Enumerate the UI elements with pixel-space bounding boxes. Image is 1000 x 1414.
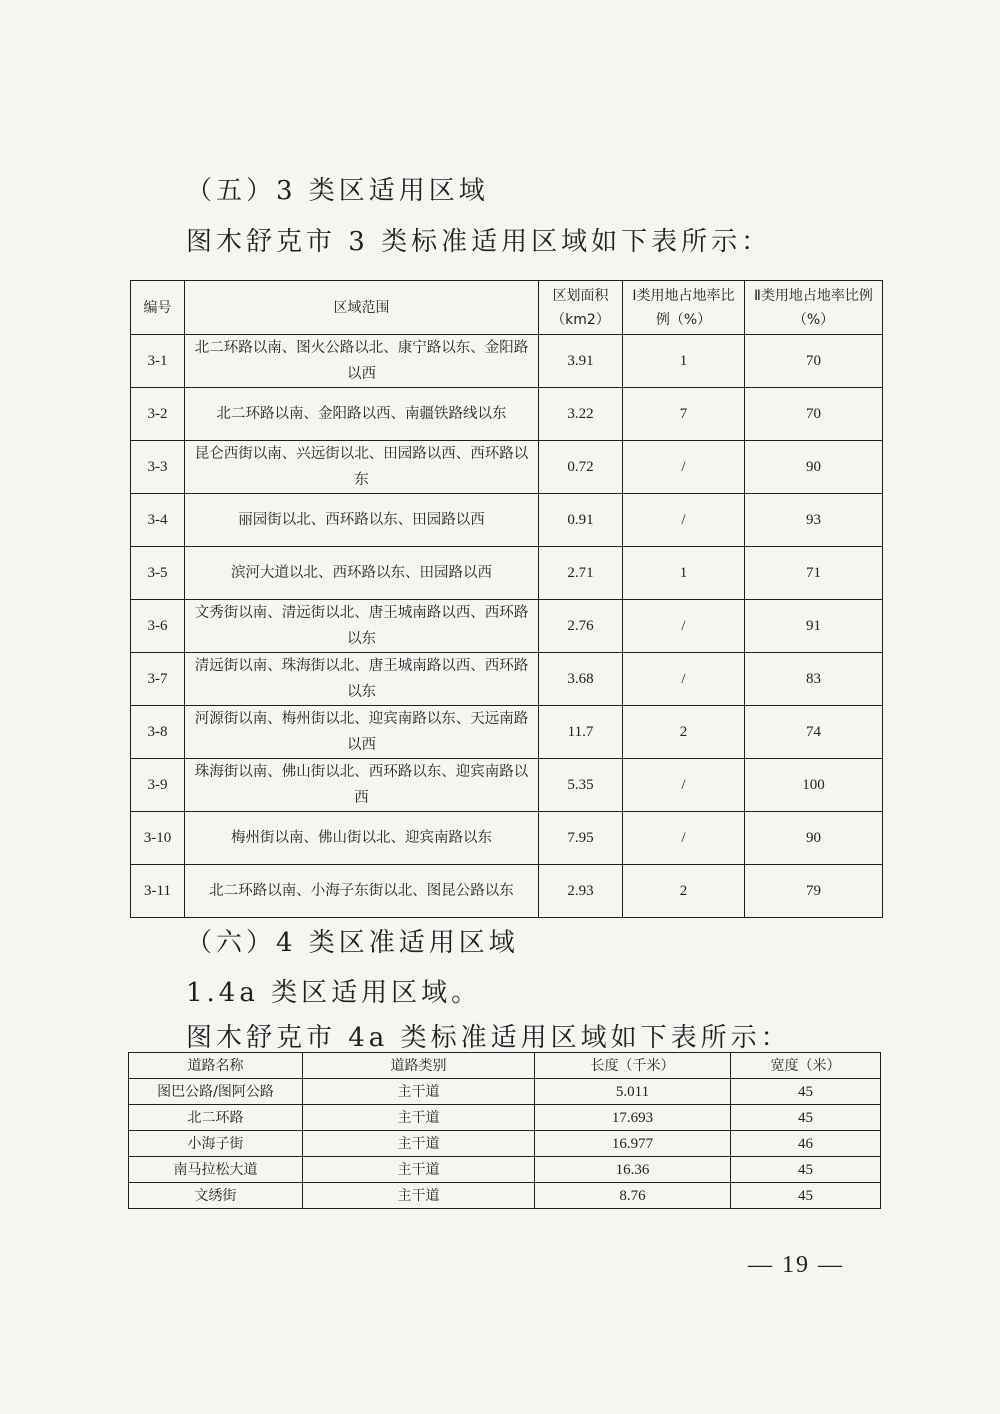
header-area: 区划面积（km2） [539, 281, 623, 335]
cell-class2: 100 [745, 759, 883, 812]
section-5-intro: 图木舒克市 3 类标准适用区域如下表所示： [186, 227, 772, 257]
cell-id: 3-6 [131, 600, 185, 653]
cell-area: 2.76 [539, 600, 623, 653]
cell-class1: / [623, 812, 745, 865]
cell-class2: 70 [745, 388, 883, 441]
table-row [131, 335, 883, 388]
cell-width: 45 [731, 1157, 881, 1183]
header-road-name: 道路名称 [129, 1053, 303, 1079]
table-header-row [129, 1053, 881, 1079]
cell-type: 主干道 [303, 1105, 535, 1131]
cell-class2: 79 [745, 865, 883, 918]
cell-width: 45 [731, 1079, 881, 1105]
cell-name: 南马拉松大道 [129, 1157, 303, 1183]
table-header-row [131, 281, 883, 335]
cell-class1: 7 [623, 388, 745, 441]
cell-range: 清远街以南、珠海街以北、唐王城南路以西、西环路以东 [185, 653, 539, 706]
cell-class1: / [623, 653, 745, 706]
cell-width: 46 [731, 1131, 881, 1157]
cell-id: 3-2 [131, 388, 185, 441]
cell-class1: / [623, 494, 745, 547]
cell-id: 3-10 [131, 812, 185, 865]
cell-id: 3-11 [131, 865, 185, 918]
cell-class2: 91 [745, 600, 883, 653]
table-row [131, 388, 883, 441]
cell-id: 3-1 [131, 335, 185, 388]
cell-class2: 90 [745, 812, 883, 865]
cell-name: 北二环路 [129, 1105, 303, 1131]
cell-class1: / [623, 600, 745, 653]
header-class2: Ⅱ类用地占地率比例（%） [745, 281, 883, 335]
cell-area: 2.93 [539, 865, 623, 918]
table-row [129, 1157, 881, 1183]
cell-length: 16.36 [535, 1157, 731, 1183]
cell-class1: 2 [623, 706, 745, 759]
cell-area: 5.35 [539, 759, 623, 812]
cell-class1: 2 [623, 865, 745, 918]
cell-class2: 93 [745, 494, 883, 547]
cell-class2: 83 [745, 653, 883, 706]
table-row [131, 706, 883, 759]
table-row [131, 759, 883, 812]
cell-area: 0.72 [539, 441, 623, 494]
cell-class2: 74 [745, 706, 883, 759]
header-road-type: 道路类别 [303, 1053, 535, 1079]
cell-area: 0.91 [539, 494, 623, 547]
cell-area: 3.68 [539, 653, 623, 706]
cell-length: 5.011 [535, 1079, 731, 1105]
cell-type: 主干道 [303, 1183, 535, 1209]
cell-name: 小海子街 [129, 1131, 303, 1157]
cell-range: 北二环路以南、金阳路以西、南疆铁路线以东 [185, 388, 539, 441]
table-row [129, 1105, 881, 1131]
table-row [131, 494, 883, 547]
cell-id: 3-9 [131, 759, 185, 812]
cell-range: 北二环路以南、小海子东街以北、图昆公路以东 [185, 865, 539, 918]
cell-range: 滨河大道以北、西环路以东、田园路以西 [185, 547, 539, 600]
table-row [131, 653, 883, 706]
section-5-heading: （五）3 类区适用区域 [186, 176, 489, 206]
cell-width: 45 [731, 1183, 881, 1209]
cell-range: 珠海街以南、佛山街以北、西环路以东、迎宾南路以西 [185, 759, 539, 812]
page-number: — 19 — [748, 1252, 844, 1278]
cell-class1: 1 [623, 335, 745, 388]
header-range: 区域范围 [185, 281, 539, 335]
table-row [129, 1183, 881, 1209]
table-row [129, 1079, 881, 1105]
header-class1: Ⅰ类用地占地率比例（%） [623, 281, 745, 335]
header-id: 编号 [131, 281, 185, 335]
cell-range: 昆仑西街以南、兴远街以北、田园路以西、西环路以东 [185, 441, 539, 494]
cell-class2: 70 [745, 335, 883, 388]
cell-range: 北二环路以南、图火公路以北、康宁路以东、金阳路以西 [185, 335, 539, 388]
cell-range: 丽园街以北、西环路以东、田园路以西 [185, 494, 539, 547]
table-row [131, 865, 883, 918]
cell-id: 3-4 [131, 494, 185, 547]
cell-area: 7.95 [539, 812, 623, 865]
class3-zones-table [130, 280, 883, 918]
cell-id: 3-5 [131, 547, 185, 600]
section-6-sub: 1.4a 类区适用区域。 [186, 978, 482, 1008]
table-row [131, 547, 883, 600]
header-length: 长度（千米） [535, 1053, 731, 1079]
table-row [129, 1131, 881, 1157]
cell-type: 主干道 [303, 1131, 535, 1157]
cell-class1: / [623, 441, 745, 494]
cell-area: 2.71 [539, 547, 623, 600]
cell-length: 17.693 [535, 1105, 731, 1131]
cell-class1: 1 [623, 547, 745, 600]
cell-length: 16.977 [535, 1131, 731, 1157]
cell-class2: 90 [745, 441, 883, 494]
table-row [131, 441, 883, 494]
cell-range: 文秀街以南、清远街以北、唐王城南路以西、西环路以东 [185, 600, 539, 653]
class4a-roads-table [128, 1052, 881, 1209]
cell-id: 3-7 [131, 653, 185, 706]
cell-class1: / [623, 759, 745, 812]
cell-id: 3-3 [131, 441, 185, 494]
section-6-intro: 图木舒克市 4a 类标准适用区域如下表所示： [186, 1023, 791, 1053]
table-row [131, 600, 883, 653]
cell-area: 3.22 [539, 388, 623, 441]
cell-id: 3-8 [131, 706, 185, 759]
header-width: 宽度（米） [731, 1053, 881, 1079]
cell-type: 主干道 [303, 1079, 535, 1105]
cell-range: 梅州街以南、佛山街以北、迎宾南路以东 [185, 812, 539, 865]
cell-range: 河源街以南、梅州街以北、迎宾南路以东、天远南路以西 [185, 706, 539, 759]
cell-width: 45 [731, 1105, 881, 1131]
cell-length: 8.76 [535, 1183, 731, 1209]
cell-area: 11.7 [539, 706, 623, 759]
cell-type: 主干道 [303, 1157, 535, 1183]
cell-name: 图巴公路/图阿公路 [129, 1079, 303, 1105]
table-row [131, 812, 883, 865]
cell-class2: 71 [745, 547, 883, 600]
section-6-heading: （六）4 类区准适用区域 [186, 928, 519, 958]
cell-area: 3.91 [539, 335, 623, 388]
cell-name: 文绣街 [129, 1183, 303, 1209]
